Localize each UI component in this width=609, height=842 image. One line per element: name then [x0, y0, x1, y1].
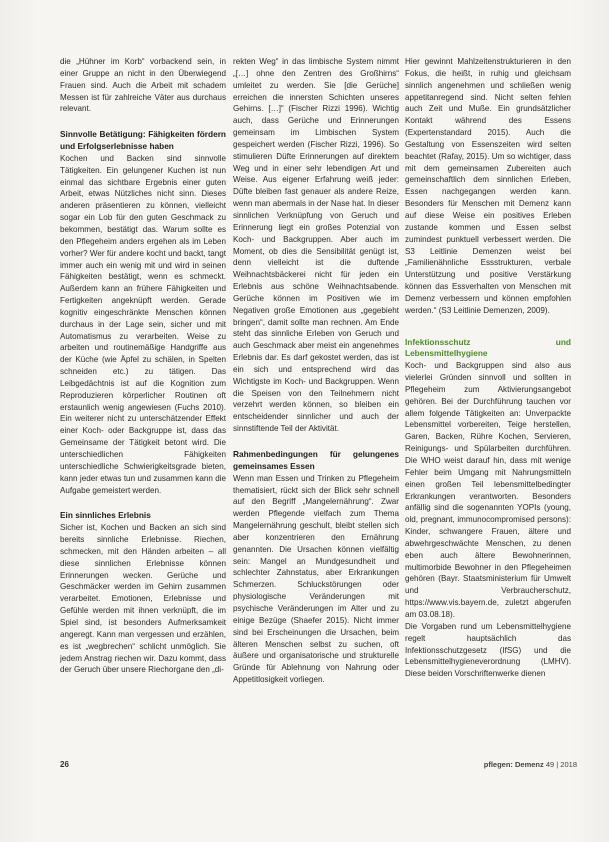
text-column-3	[405, 56, 571, 680]
paragraph: Koch- und Backgruppen sind also aus vielerlei Gründen sinnvoll und sollten in Pflegeheim zum Aktivierungsangebot gehören. Bei der Durchführung tauchen vor allem folgende Tätigkeiten an: Unverpackte Lebensmittel vorbereiten, Teige herstellen, Garen, Backen, Rühre Kochen, Servieren, Reinigungs- und Spülarbeiten durchführen. Die WHO weist darauf hin, dass mit wenige Fehler beim Umgang mit Nahrungsmitteln einen großen Teil lebensmittelbedingter Erkrankungen verantworten. Besonders anfällig sind die sogenannten YOPIs (young, old, pregnant, immunocompromised persons): Kinder, schwangere Frauen, ältere und abwehrgeschwächte Menschen, zu denen eben auch ältere Bewohnerinnen, multimorbide Bewohner in den Pflegeheimen gehören (Bayr. Staatsministerium für Umwelt und Verbraucherschutz, https://www.vis.bayern.de, zuletzt abgerufen am 03.08.18).	[405, 361, 571, 619]
paragraph: Sicher ist, Kochen und Backen an sich sind bereits sinnliche Erlebnisse. Riechen, schmecken, mit den Händen arbeiten – all diese sinnlichen Erlebnisse können Erinnerungen wecken. Gerüche und Geschmäcker werden im Gehirn zusammen verarbeitet. Emotionen, Erlebnisse und Gefühle werden mit ihnen verknüpft, die im Spiel sind, ist besonders Aufmerksamkeit angeregt. Kann man vergessen und erzählen, es ist „wegbrechen“ schlicht unmöglich. Sie jedem Anstrag riechen wir. Dazu kommt, dass der Geruch über unsere Riechorgane den „di-	[60, 523, 226, 675]
issue-label: 49 | 2018	[545, 760, 577, 769]
text-column-1	[60, 56, 226, 676]
section-heading: Rahmenbedingungen für gelungenes gemeinsames Essen	[233, 449, 399, 471]
paragraph: Die Vorgaben rund um Lebensmittelhygiene regelt hauptsächlich das Infektionsschutzgesetz (IfSG) und die Lebensmittelhygieneverordnung (LMHV). Diese beiden Vorschriftenwerke dienen	[405, 621, 571, 679]
text-column-2	[233, 56, 399, 686]
paragraph: Kochen und Backen sind sinnvolle Tätigkeiten. Ein gelungener Kuchen ist nun einmal das sichtbare Ergebnis einer guten Arbeit, etwas Nützliches nicht sinn. Dieses anderen präsentieren zu können, vielleicht sogar ein Lob für den guten Geschmack zu bekommen, bestätigt das. Warum sollte es den Pflegeheim anders ergehen als im Leben vorher? Wer für andere kocht und backt, tangt immer auch ein wenig mit und wird in seinen Fähigkeiten bestätigt, wenn es schmeckt. Außerdem kann an frühere Fähigkeiten und Fertigkeiten angeknüpft werden. Gerade kognitiv eingeschränkte Menschen können durchaus in der Lage sein, sicher und mit Automatismus zu verarbeiten. Weise zu arbeiten und routinemäßige Handgriffe aus der Küche (wie Äpfel zu schälen, in Spelten schneiden etc.) zu tätigen. Das Leibgedächtnis ist auf die Kognition zum Reproduzieren körperlicher Routinen oft erstaunlich wenig angewiesen (Fuchs 2010). Ein weiterer nicht zu unterschätzender Effekt einer Koch- oder Backgruppe ist, dass das Gemeinsame der Tätigkeit betont wird. Die unterschiedlichen Fähigkeiten unterschiedliche Schwierigkeitsgrade bieten, kann jeder etwas tun und zusammen kann die Aufgabe gemeistert werden.	[60, 153, 226, 495]
section-heading: Ein sinnliches Erlebnis	[60, 510, 151, 521]
magazine-title: pflegen: Demenz	[483, 760, 544, 769]
paragraph: Hier gewinnt Mahlzeitenstrukturieren in den Fokus, die heißt, in ruhig und gleichsam sinnlich angenehmen und schließen wenig appetitanregend sind. Nicht selten fehlen auch Zeit und Muße. Ein grundsätzlicher Kontakt während des Essens (Expertenstandard 2015). Auch die Gestaltung von Essenszeiten wird selten beachtet (Rafay, 2015). Um so wichtiger, dass mit dem gemeinsamen Zubereiten auch gemeinschaftlich dem sinnlichen Erleben, Essen nachgegangen werden kann. Besonders für Menschen mit Demenz kann auf diese Weise ein positives Erleben zustande kommen und Essen selbst zumindest punktuell verbessert werden. Die S3 Leitlinie Demenzen weist bei „Familienähnliche Essstrukturen, verbale Unterstützung und positive Verstärkung können das Essverhalten von Menschen mit Demenz verbessern und können empfohlen werden.“ (S3 Leitlinie Demenzen, 2009).	[405, 57, 571, 315]
paragraph: die „Hühner im Korb“ vorbackend sein, in einer Gruppe an nicht in den Überwiegend Frauen sind. Auch die Arbeit mit schadem Messen ist für zahlreiche Väter aus durchaus relevant.	[60, 57, 226, 114]
magazine-footer	[484, 760, 577, 769]
page-number: 26	[60, 760, 69, 769]
section-heading: Infektionsschutz und Lebensmittelhygiene	[405, 336, 571, 359]
section-heading: Sinnvolle Betätigung: Fähigkeiten fördern und Erfolgserlebnisse haben	[60, 129, 226, 152]
paragraph: rekten Weg“ in das limbische System nimmt „[…] ohne den Zentren des Großhirns“ umleitet zu werden. Sie [die Gerüche] erreichen die innersten Schichten unseres Gehirns. […]“ (Fischer Rizzi 1996). Wichtig auch, dass Gerüche und Erinnerungen gemeinsam im Limbischen System gespeichert werden (Fischer Rizzi, 1996). So stimulieren Düfte Erinnerungen auf direktem Weg und in einer sehr lebendigen Art und Weise. Aus eigener Erfahrung weiß jeder: Düfte bleiben fast genauer als andere Reize, wenn man abermals in der Nase hat. In dieser sinnlichen Verknüpfung von Geruch und Erinnerung liegt ein großes Potenzial von Koch- und Backgruppen. Aber auch im Moment, ob dies die Sensibilität genügt ist, denn vielleicht ist die duftende Weihnachtsbäckerei nicht für jeden ein Erlebnis aus schöne Weihnachtsabende. Gerüche können im Positiven wie im Negativen große Emotionen aus „gegebieht bringen“, damit sollte man rechnen. Am Ende steht das sinnliche Erleben von Geruch und auch Geschmack aber meist ein angenehmes Erlebnis dar. Es darf gekostet werden, das ist ein sich und entsprechend wird das Wichtigste im Koch- und Backgruppen. Wenn die Speisen von den Teilnehmern nicht verzehrt werden können, so bleiben ein entscheidender sinnlicher und auch der sinnstiftende Teil der Aktivität.	[233, 57, 399, 434]
paragraph: Wenn man Essen und Trinken zu Pflegeheim thematisiert, rückt sich der Blick sehr schnell auf den Begriff „Mangelernährung“. Zwar werden Pflegende vielfach zum Thema Mangelernährung geschult, bleibt stellen sich aber konzentrieren den Ernährung genannten. Die Ursachen können vielfältig sein: Mangel an Mundgesundheit und schlechter Zahnstatus, aber Erkrankungen Schmerzen. Schluckstörungen oder physiologische Veränderungen mit psychische Veränderungen im Alter und zu einige Bezüge (Shaefer 2015). Nicht immer sind bei Erscheinungen die Ursachen, beim älteren Menschen selbst zu suchen, oft äußere und organisatorische und strukturelle Gründe für Ablehnung von Nahrung oder Appetitlosigkeit vorliegen.	[233, 473, 399, 685]
